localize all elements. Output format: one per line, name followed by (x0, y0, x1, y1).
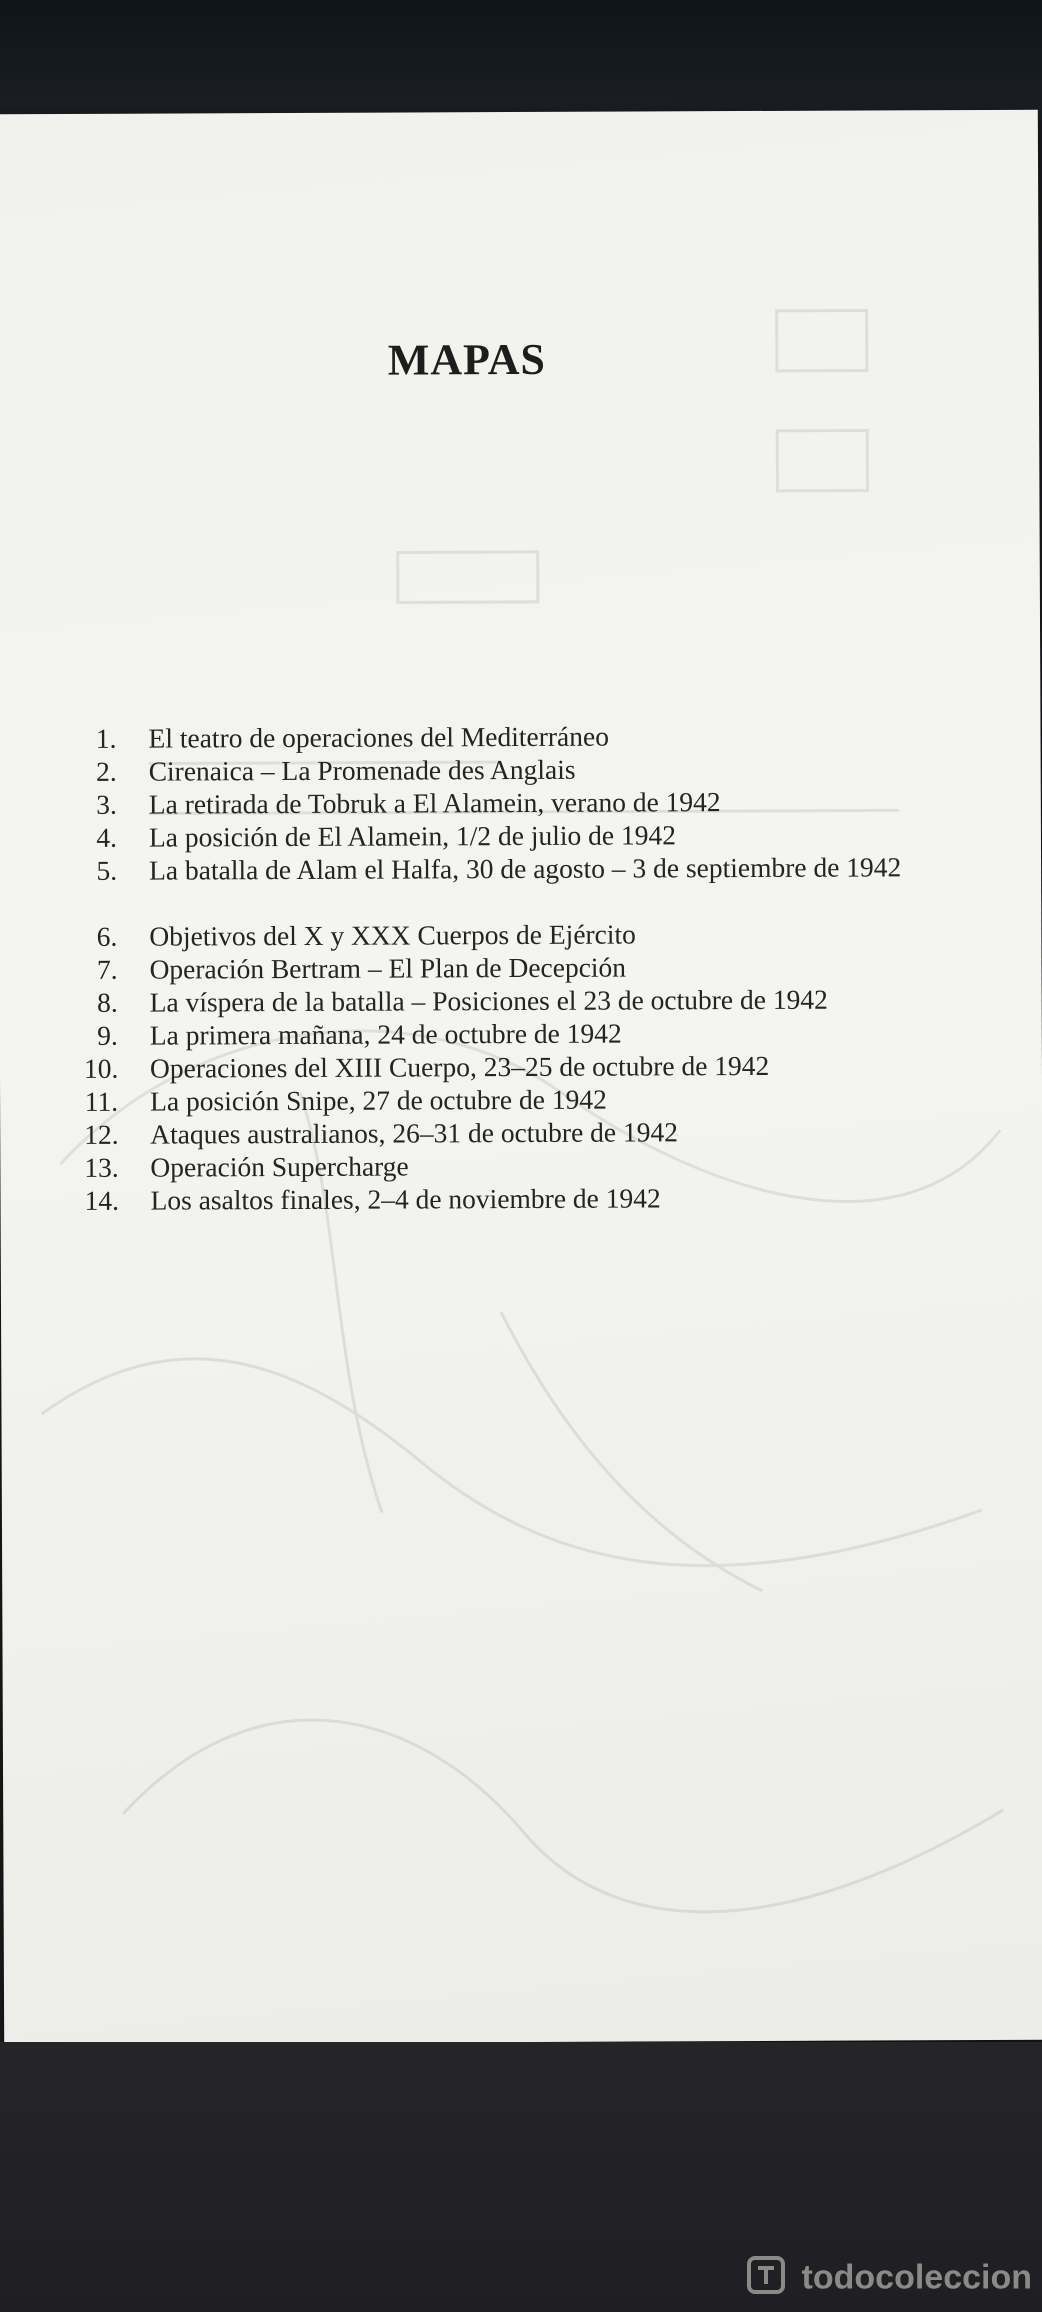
item-number: 1. (95, 722, 117, 754)
watermark (746, 2255, 1032, 2304)
item-title: Operación Supercharge (150, 1150, 409, 1183)
item-title: La posición Snipe, 27 de octubre de 1942 (150, 1083, 607, 1117)
item-title: La posición de El Alamein, 1/2 de julio de 1942 (148, 819, 677, 853)
item-title: Los asaltos finales, 2–4 de noviembre de 1942 (150, 1182, 661, 1216)
list-item (83, 784, 983, 821)
list-item (84, 982, 984, 1019)
background-top (0, 0, 1042, 120)
item-number: 14. (84, 1184, 119, 1216)
background-bottom (0, 2042, 1042, 2312)
item-title: La primera mañana, 24 de octubre de 1942 (149, 1017, 622, 1051)
item-title: La víspera de la batalla – Posiciones el 23 de octubre de 1942 (149, 983, 828, 1018)
item-number: 7. (96, 953, 118, 985)
todocoleccion-logo-icon (746, 2255, 786, 2304)
item-number: 10. (83, 1052, 119, 1084)
list-item (84, 1147, 984, 1184)
item-number: 8. (96, 986, 118, 1018)
item-title: Objetivos del X y XXX Cuerpos de Ejército (149, 918, 636, 952)
item-number: 3. (96, 788, 117, 820)
item-number: 4. (96, 821, 118, 853)
item-title: La batalla de Alam el Halfa, 30 de agosto – 3 de septiembre de 1942 (149, 851, 902, 886)
item-number: 5. (96, 854, 118, 886)
item-number: 12. (84, 1118, 119, 1150)
item-number: 13. (84, 1151, 119, 1183)
item-title: La retirada de Tobruk a El Alamein, verano de 1942 (148, 786, 721, 820)
list-item (84, 1048, 984, 1085)
list-item (83, 916, 983, 953)
page-title: MAPAS (387, 334, 547, 385)
item-number: 6. (96, 920, 118, 952)
item-title: Cirenaica – La Promenade des Anglais (148, 753, 576, 787)
watermark-text: todocoleccion (801, 2258, 1032, 2297)
list-item (83, 850, 983, 920)
list-item (83, 751, 983, 788)
item-number: 11. (84, 1085, 119, 1117)
list-item (84, 1015, 984, 1052)
list-item (83, 949, 983, 986)
item-number: 2. (95, 755, 117, 787)
item-title: Operación Bertram – El Plan de Decepción (149, 951, 627, 985)
list-item (82, 718, 982, 755)
item-title: Operaciones del XIII Cuerpo, 23–25 de octubre de 1942 (149, 1049, 770, 1084)
map-list (82, 718, 984, 1217)
list-item (84, 1180, 984, 1217)
list-item (84, 1081, 984, 1118)
item-number: 9. (97, 1019, 118, 1051)
item-title: Ataques australianos, 26–31 de octubre de 1942 (150, 1116, 679, 1150)
book-page (0, 110, 1042, 2045)
list-item (84, 1114, 984, 1151)
item-title: El teatro de operaciones del Mediterráneo (148, 720, 610, 754)
list-item (83, 817, 983, 854)
